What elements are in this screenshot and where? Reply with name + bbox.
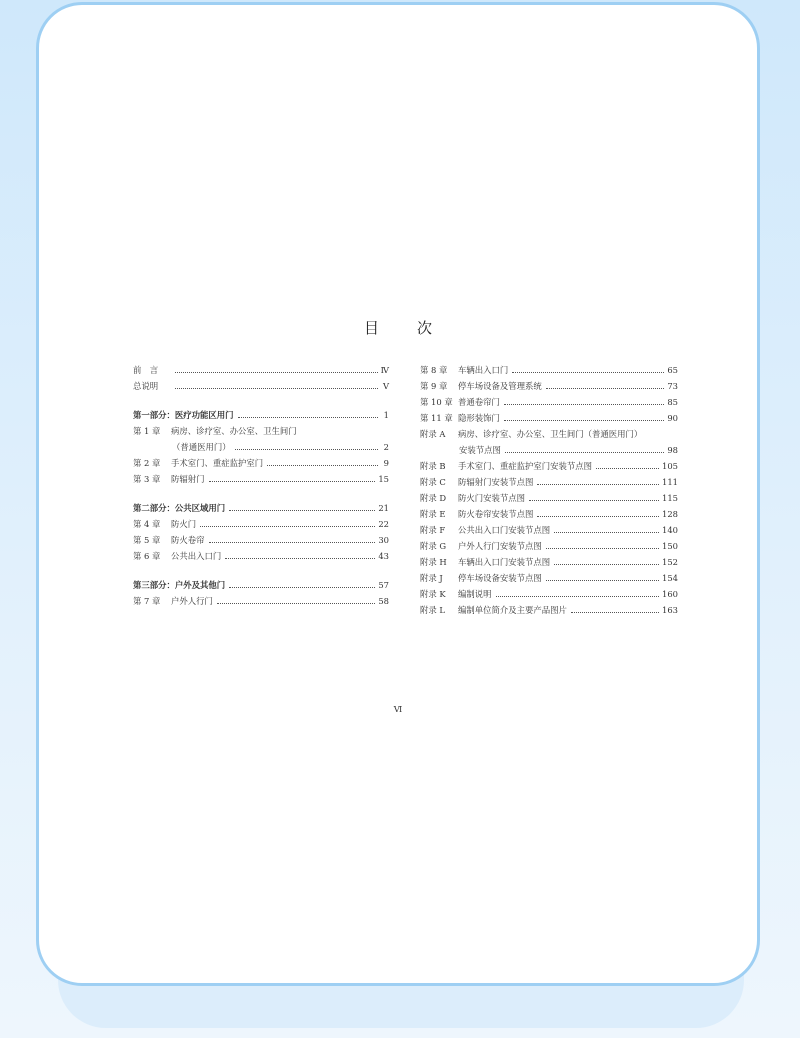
toc-entry-title: 车辆出入口门安装节点图 (458, 557, 551, 567)
toc-entry-number: 第 1 章 (133, 426, 161, 436)
toc-entry-title: 防火门安装节点图 (458, 493, 525, 503)
toc-entry-number: 第 7 章 (133, 596, 161, 606)
toc-leader-dots (235, 448, 378, 450)
toc-leader-dots (554, 563, 659, 565)
toc-entry[interactable] (420, 458, 678, 474)
toc-entry[interactable] (420, 410, 678, 426)
toc-entry-page: 85 (667, 397, 678, 407)
toc-leader-dots (175, 387, 378, 389)
toc-leader-dots (504, 403, 664, 405)
toc-entry[interactable] (420, 362, 678, 378)
toc-entry[interactable] (420, 426, 678, 442)
toc-left-column (133, 362, 389, 609)
toc-entry-number: 第 8 章 (420, 365, 448, 375)
toc-entry-title: 停车场设备安装节点图 (458, 573, 542, 583)
toc-entry[interactable] (420, 602, 678, 618)
toc-entry-number: 第 5 章 (133, 535, 161, 545)
toc-entry[interactable] (420, 570, 678, 586)
toc-entry-title: 安装节点图 (459, 445, 501, 455)
toc-leader-dots (546, 579, 659, 581)
toc-entry-page: 150 (662, 541, 678, 551)
toc-entry[interactable] (133, 439, 389, 455)
toc-entry[interactable] (420, 586, 678, 602)
toc-entry-page: 1 (383, 410, 389, 420)
toc-entry-title: 防辐射门安装节点图 (458, 477, 534, 487)
toc-entry-title: 普通卷帘门 (458, 397, 500, 407)
toc-entry[interactable] (133, 455, 389, 471)
toc-entry-page: 43 (378, 551, 389, 561)
toc-entry-page: Ⅳ (380, 365, 389, 375)
toc-leader-dots (209, 480, 376, 482)
toc-entry-number: 附录 F (420, 525, 446, 535)
toc-entry-number: 第 9 章 (420, 381, 448, 391)
toc-entry-number: 附录 L (420, 605, 445, 615)
toc-entry-title: 停车场设备及管理系统 (458, 381, 542, 391)
toc-leader-dots (537, 515, 659, 517)
toc-entry-title: 防火卷帘 (171, 535, 205, 545)
toc-entry-number: 第 4 章 (133, 519, 161, 529)
toc-entry-title: 户外人行门 (171, 596, 213, 606)
toc-entry-page: 30 (378, 535, 389, 545)
toc-leader-dots (546, 387, 665, 389)
toc-entry[interactable] (133, 407, 389, 423)
toc-entry-page: 73 (667, 381, 678, 391)
toc-entry-page: 115 (662, 493, 678, 503)
toc-entry-page: 65 (667, 365, 678, 375)
toc-leader-dots (596, 467, 659, 469)
toc-entry[interactable] (133, 500, 389, 516)
toc-entry-title: 病房、诊疗室、办公室、卫生间门 (171, 426, 297, 436)
toc-entry-number: 附录 D (420, 493, 447, 503)
toc-leader-dots (229, 586, 375, 588)
toc-entry-title: 公共出入口门安装节点图 (458, 525, 551, 535)
toc-entry-page: 57 (378, 580, 389, 590)
toc-entry-number: 第 6 章 (133, 551, 161, 561)
toc-entry-page: Ⅴ (382, 381, 389, 391)
toc-entry-number: 附录 B (420, 461, 446, 471)
toc-entry[interactable] (420, 506, 678, 522)
toc-entry-number: 第 11 章 (420, 413, 453, 423)
toc-entry-page: 160 (662, 589, 678, 599)
toc-entry-number: 附录 K (420, 589, 446, 599)
toc-leader-dots (217, 602, 375, 604)
toc-entry-number: 附录 C (420, 477, 446, 487)
toc-entry-page: 21 (378, 503, 389, 513)
toc-entry-title: 隐形装饰门 (458, 413, 500, 423)
toc-entry-page: 90 (667, 413, 678, 423)
toc-entry-title: 防火卷帘安装节点图 (458, 509, 534, 519)
toc-entry-title: （普通医用门） (172, 442, 231, 452)
toc-entry-number: 附录 H (420, 557, 447, 567)
toc-entry-page: 2 (383, 442, 389, 452)
toc-entry-number: 前 言 (133, 365, 159, 375)
toc-entry-title: 病房、诊疗室、办公室、卫生间门（普通医用门） (458, 429, 643, 439)
toc-leader-dots (175, 371, 378, 373)
toc-leader-dots (200, 525, 375, 527)
toc-entry[interactable] (133, 577, 389, 593)
toc-entry-page: 152 (662, 557, 678, 567)
toc-entry-title: 手术室门、重症监护室门 (171, 458, 264, 468)
toc-entry[interactable] (420, 378, 678, 394)
toc-leader-dots (571, 611, 659, 613)
toc-entry[interactable] (133, 471, 389, 487)
page-number: Ⅵ (393, 705, 403, 715)
toc-entry-page: 128 (662, 509, 678, 519)
toc-entry[interactable] (133, 532, 389, 548)
toc-title (39, 317, 757, 338)
toc-leader-dots (209, 541, 376, 543)
toc-entry[interactable] (133, 423, 389, 439)
toc-entry-page: 22 (378, 519, 389, 529)
toc-entry-number: 附录 G (420, 541, 447, 551)
toc-entry-title: 第三部分：户外及其他门 (133, 580, 226, 590)
toc-leader-dots (229, 509, 375, 511)
toc-entry-title: 户外人行门安装节点图 (458, 541, 542, 551)
toc-entry-number: 第 2 章 (133, 458, 161, 468)
toc-entry[interactable] (133, 378, 389, 394)
toc-entry-title: 第二部分：公共区域用门 (133, 503, 226, 513)
toc-entry-number: 第 3 章 (133, 474, 161, 484)
toc-leader-dots (225, 557, 375, 559)
toc-right-column (420, 362, 678, 618)
toc-entry[interactable] (420, 554, 678, 570)
toc-leader-dots (496, 595, 660, 597)
toc-entry[interactable] (420, 490, 678, 506)
toc-entry-title: 编制单位简介及主要产品图片 (458, 605, 567, 615)
toc-entry[interactable] (133, 548, 389, 564)
toc-entry[interactable] (420, 522, 678, 538)
toc-entry-number: 附录 A (420, 429, 446, 439)
toc-title-char-2: 次 (417, 319, 433, 337)
toc-entry-number: 附录 E (420, 509, 446, 519)
toc-entry-page: 111 (662, 477, 678, 487)
toc-entry-title: 防辐射门 (171, 474, 205, 484)
toc-entry-page: 163 (662, 605, 678, 615)
toc-entry-title: 防火门 (171, 519, 197, 529)
toc-entry[interactable] (133, 362, 389, 378)
toc-entry-page: 9 (383, 458, 389, 468)
toc-entry[interactable] (420, 474, 678, 490)
toc-title-char-1: 目 (363, 319, 379, 337)
toc-entry-number: 附录 J (420, 573, 443, 583)
toc-leader-dots (512, 371, 664, 373)
toc-entry[interactable] (133, 593, 389, 609)
toc-leader-dots (529, 499, 659, 501)
toc-entry[interactable] (420, 394, 678, 410)
toc-leader-dots (238, 416, 379, 418)
toc-entry-title: 手术室门、重症监护室门安装节点图 (458, 461, 592, 471)
toc-entry[interactable] (133, 516, 389, 532)
toc-entry-title: 公共出入口门 (171, 551, 222, 561)
toc-entry-title: 第一部分：医疗功能区用门 (133, 410, 234, 420)
toc-entry-page: 15 (378, 474, 389, 484)
toc-entry-page: 105 (662, 461, 678, 471)
toc-entry-number: 第 10 章 (420, 397, 453, 407)
toc-entry-title: 编制说明 (458, 589, 492, 599)
toc-entry-page: 140 (662, 525, 678, 535)
toc-leader-dots (504, 419, 664, 421)
toc-entry-page: 154 (662, 573, 678, 583)
page-card (36, 2, 760, 986)
toc-leader-dots (505, 451, 664, 453)
toc-entry-title: 车辆出入口门 (458, 365, 509, 375)
toc-leader-dots (554, 531, 659, 533)
toc-leader-dots (546, 547, 659, 549)
toc-entry-number: 总说明 (133, 381, 159, 391)
toc-entry[interactable] (420, 442, 678, 458)
toc-entry-page: 98 (667, 445, 678, 455)
toc-leader-dots (537, 483, 659, 485)
toc-entry-page: 58 (378, 596, 389, 606)
toc-entry[interactable] (420, 538, 678, 554)
toc-leader-dots (267, 464, 378, 466)
